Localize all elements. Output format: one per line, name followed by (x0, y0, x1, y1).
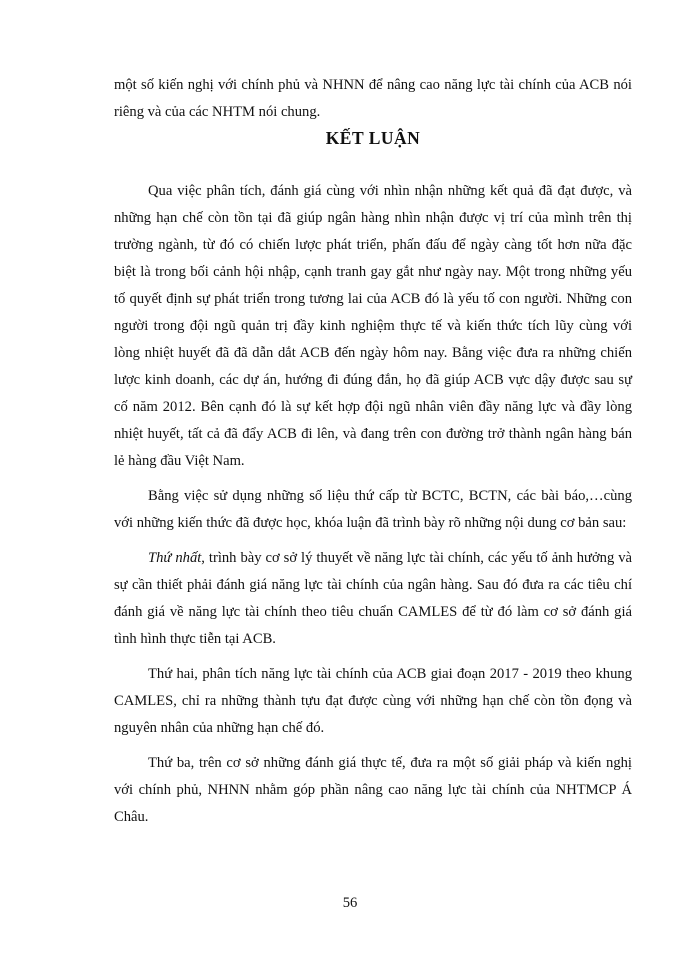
paragraph-1-text: Qua việc phân tích, đánh giá cùng với nhìn nhận những kết quả đã đạt được, và những hạn chế còn tồn tại đã giúp ngân hàng nhìn nhận được vị trí của mình trên thị trường ngành, từ đó có chiến lược phát triển, phấn đấu để ngày càng tốt hơn nữa đặc biệt là trong bối cảnh hội nhập, cạnh tranh gay gắt như ngày nay. Một trong những yếu tố quyết định sự phát triển trong tương lai của ACB đó là yếu tố con người. Những con người trong đội ngũ quản trị đầy kinh nghiệm thực tế và kiến thức tích lũy cùng với lòng nhiệt huyết đã đã dẫn dắt ACB đến ngày hôm nay. Bằng việc đưa ra những chiến lược kinh doanh, các dự án, hướng đi đúng đắn, họ đã giúp ACB vực dậy được sau sự cố năm 2012. Bên cạnh đó là sự kết hợp đội ngũ nhân viên đầy năng lực và đầy lòng nhiệt huyết, tất cả đã đẩy ACB đi lên, và đang trên con đường trở thành ngân hàng bán lẻ hàng đầu Việt Nam. (114, 183, 632, 469)
paragraph-4-text: Thứ hai, phân tích năng lực tài chính của ACB giai đoạn 2017 - 2019 theo khung CAMLES, chỉ ra những thành tựu đạt được cùng với những hạn chế còn tồn đọng và nguyên nhân của những hạn chế đó. (114, 666, 632, 736)
conclusion-body (114, 178, 632, 839)
section-title: KẾT LUẬN (325, 128, 421, 148)
paragraph-5-text: Thứ ba, trên cơ sở những đánh giá thực tế, đưa ra một số giải pháp và kiến nghị với chính phủ, NHNN nhằm góp phần nâng cao năng lực tài chính của NHTMCP Á Châu. (114, 755, 632, 825)
paragraph-4 (114, 661, 632, 742)
paragraph-5 (114, 750, 632, 831)
paragraph-2-text: Bằng việc sử dụng những số liệu thứ cấp từ BCTC, BCTN, các bài báo,…cùng với những kiến thức đã được học, khóa luận đã trình bày rõ những nội dung cơ bản sau: (114, 488, 632, 531)
paragraph-2 (114, 483, 632, 537)
paragraph-1 (114, 178, 632, 475)
intro-paragraph: một số kiến nghị với chính phủ và NHNN để nâng cao năng lực tài chính của ACB nói riêng và của các NHTM nói chung. (114, 77, 632, 120)
page-number: 56 (342, 895, 358, 911)
paragraph-3-lead: Thứ nhất (148, 550, 202, 566)
paragraph-3-text: , trình bày cơ sở lý thuyết về năng lực tài chính, các yếu tố ảnh hưởng và sự cần thiết phải đánh giá năng lực tài chính của ngân hàng. Sau đó đưa ra các tiêu chí đánh giá về năng lực tài chính theo tiêu chuẩn CAMLES để từ đó làm cơ sở đánh giá tình hình thực tiễn tại ACB. (114, 550, 633, 647)
paragraph-3 (114, 545, 632, 653)
